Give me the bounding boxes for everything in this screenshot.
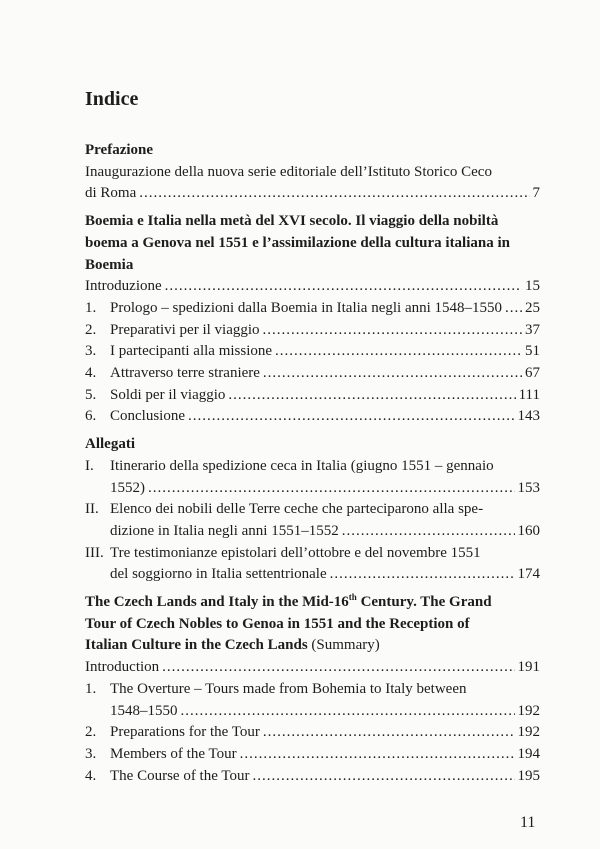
entry-line (85, 701, 540, 723)
toc-entry[interactable] (85, 722, 540, 744)
dot-leader (263, 320, 522, 342)
dot-leader (252, 766, 514, 788)
entry-number: 6. (85, 408, 97, 425)
entry-number: 1. (85, 680, 97, 697)
toc-entry[interactable] (85, 766, 540, 788)
toc-section (85, 211, 540, 428)
entry-title: Conclusione (110, 408, 185, 425)
section-heading (85, 592, 540, 614)
entry-line (85, 679, 540, 701)
dot-leader (342, 521, 515, 543)
toc-section (85, 592, 540, 787)
toc-entry[interactable] (85, 320, 540, 342)
toc-entry[interactable] (85, 744, 540, 766)
entry-number: 2. (85, 321, 97, 338)
section-heading (85, 233, 540, 255)
dot-leader (263, 722, 515, 744)
entry-page: 7 (532, 185, 540, 202)
heading-text: The Czech Lands and Italy in the Mid-16 (85, 594, 349, 611)
entry-title: Tre testimonianze epistolari dell’ottobre e del novembre 1551 (110, 544, 481, 561)
toc-entry[interactable] (85, 276, 540, 298)
heading-text: Century. The Grand (356, 594, 492, 611)
dot-leader (148, 478, 515, 500)
dot-leader (181, 701, 515, 723)
dot-leader (162, 657, 514, 679)
entry-number: 3. (85, 343, 97, 360)
entry-title: Itinerario della spedizione ceca in Italia (giugno 1551 – gennaio (110, 457, 494, 474)
entry-title: Preparations for the Tour (110, 724, 260, 741)
dot-leader (263, 363, 522, 385)
heading-text: Tour of Czech Nobles to Genoa in 1551 and the Reception of (85, 615, 470, 632)
entry-line (85, 385, 540, 407)
entry-number: II. (85, 501, 99, 518)
dot-leader (240, 744, 515, 766)
toc-entry[interactable] (85, 456, 540, 499)
heading-text: Italian Culture in the Czech Lands (85, 637, 308, 654)
section-heading (85, 255, 540, 277)
entry-page: 194 (517, 745, 540, 762)
entry-page: 51 (525, 343, 540, 360)
entry-page: 67 (525, 365, 540, 382)
entry-line (85, 406, 540, 428)
page-title: Indice (85, 88, 139, 110)
entry-line (85, 499, 540, 521)
entry-title: The Overture – Tours made from Bohemia to Italy between (110, 680, 467, 697)
entry-page: 153 (517, 479, 540, 496)
toc-entry[interactable] (85, 385, 540, 407)
dot-leader (505, 298, 522, 320)
entry-title: Introduction (85, 659, 160, 676)
toc-entry[interactable] (85, 363, 540, 385)
entry-line (85, 320, 540, 342)
dot-leader (330, 564, 515, 586)
entry-number: 5. (85, 386, 97, 403)
entry-title: Members of the Tour (110, 745, 237, 762)
entry-title: I partecipanti alla missione (110, 343, 273, 360)
heading-suffix: (Summary) (311, 637, 380, 654)
section-heading (85, 635, 540, 657)
table-of-contents (85, 86, 540, 787)
dot-leader (139, 183, 529, 205)
toc-entry[interactable] (85, 298, 540, 320)
entry-page: 191 (517, 659, 540, 676)
entry-title: 1552) (110, 479, 145, 496)
heading-text: Boemia (85, 256, 134, 273)
entry-title: Prologo – spedizioni dalla Boemia in Italia negli anni 1548–1550 (110, 299, 503, 316)
entry-line (85, 564, 540, 586)
entry-line (85, 744, 540, 766)
entry-title: del soggiorno in Italia settentrionale (110, 566, 327, 583)
superscript: th (348, 592, 357, 603)
entry-line (85, 766, 540, 788)
entry-number: III. (85, 544, 104, 561)
toc-entry[interactable] (85, 543, 540, 586)
dot-leader (165, 276, 522, 298)
entry-title: Attraverso terre straniere (110, 365, 260, 382)
entry-title: Introduzione (85, 278, 162, 295)
entry-line (85, 543, 540, 565)
entry-number: 4. (85, 767, 97, 784)
toc-entry[interactable] (85, 499, 540, 542)
heading-text: Boemia e Italia nella metà del XVI secolo. Il viaggio della nobiltà (85, 213, 499, 230)
entry-page: 192 (517, 724, 540, 741)
entry-line (85, 183, 540, 205)
entry-line (85, 341, 540, 363)
entry-line (85, 657, 540, 679)
entry-line (85, 162, 540, 184)
entry-page: 25 (525, 299, 540, 316)
section-heading (85, 434, 540, 456)
entry-line (85, 456, 540, 478)
toc-section (85, 434, 540, 586)
entry-title: Preparativi per il viaggio (110, 321, 260, 338)
toc-entry[interactable] (85, 679, 540, 722)
heading-text: boema a Genova nel 1551 e l’assimilazione della cultura italiana in (85, 234, 510, 251)
entry-title: The Course of the Tour (110, 767, 250, 784)
entry-number: 3. (85, 745, 97, 762)
toc-entry[interactable] (85, 162, 540, 205)
entry-title: Elenco dei nobili delle Terre ceche che parteciparono alla spe- (110, 501, 484, 518)
entry-page: 111 (518, 386, 540, 403)
entry-page: 192 (517, 702, 540, 719)
dot-leader (275, 341, 522, 363)
section-heading (85, 614, 540, 636)
entry-title: 1548–1550 (110, 702, 178, 719)
entry-line (85, 478, 540, 500)
entry-line (85, 298, 540, 320)
toc-section (85, 140, 540, 205)
entry-page: 160 (517, 522, 540, 539)
entry-page: 195 (517, 767, 540, 784)
dot-leader (188, 406, 515, 428)
entry-title: di Roma (85, 185, 137, 202)
entry-number: 4. (85, 365, 97, 382)
entry-page: 15 (525, 278, 540, 295)
section-heading (85, 140, 540, 162)
entry-line (85, 521, 540, 543)
toc-entry[interactable] (85, 406, 540, 428)
entry-page: 174 (517, 566, 540, 583)
entry-page: 37 (525, 321, 540, 338)
toc-entry[interactable] (85, 341, 540, 363)
entry-title: dizione in Italia negli anni 1551–1552 (110, 522, 339, 539)
entry-line (85, 276, 540, 298)
toc-sections (85, 140, 540, 787)
heading-text: Prefazione (85, 142, 154, 158)
dot-leader (228, 385, 515, 407)
entry-title: Inaugurazione della nuova serie editoriale dell’Istituto Storico Ceco (85, 163, 492, 180)
section-heading (85, 211, 540, 233)
entry-page: 143 (517, 408, 540, 425)
toc-entry[interactable] (85, 657, 540, 679)
entry-number: 2. (85, 724, 97, 741)
page-number: 11 (520, 814, 536, 831)
entry-line (85, 363, 540, 385)
entry-number: 1. (85, 299, 97, 316)
entry-title: Soldi per il viaggio (110, 386, 226, 403)
entry-number: I. (85, 457, 94, 474)
entry-line (85, 722, 540, 744)
heading-text: Allegati (85, 436, 135, 453)
